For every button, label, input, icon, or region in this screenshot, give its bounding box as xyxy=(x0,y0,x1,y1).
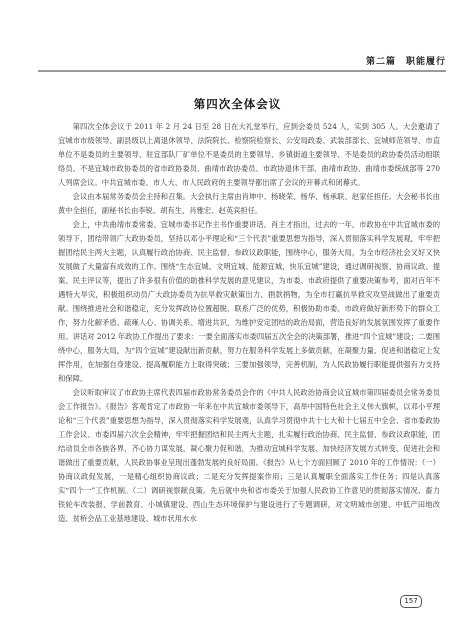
header-rule xyxy=(38,70,446,72)
paragraph: 会议听取审议了市政协主席代表四届市政协常务委员会作的《中共人民政治协商会议宜城市第四届委员会常务委员会工作报告》。《报告》客观肯定了市政协一年来在中共宜城市委领导下，高举中国特色社会主义伟大旗帜，以邓小平理论和“三个代表”重要思想为指导，深入贯彻落实科学发展观，认真学习贯彻中共十七大和十七届五中全会、省市委政协工作会议、市委四届六次全会精神，牢牢把握团结和民主两大主题，扎实履行政治协商、民主监督、参政议政职能，团结动员全市各族各界，齐心协力谋发展，凝心聚力促和谐，为推动宜城科学发展、加快经济发展方式转变、促进社会和谐做出了重要贡献，人民政协事业呈现出蓬勃发展的良好局面。《报告》从七个方面回顾了 2010 年的工作情况：（一）协商议政促发展，一是精心组织协商议政；二是充分发挥提案作用；三是认真履职全面落实工作任务；四是认真落实“四个一”工作机制。（二）调研视察献良策。先后就中央和省市委关于加强人民政协工作意见的贯彻落实情况、畜力铁轮车改装报、学前教育、小城镇建设、西山生态环境保护与建设进行了专题调研，对文明城市创建、中低产田地改造、贫桥会品工业基地建设、城市状用水水 xyxy=(58,388,440,523)
page-title: 第四次全体会议 xyxy=(193,97,282,111)
section-title: 第二篇 职能履行 xyxy=(365,57,446,67)
paragraph: 会上，中共曲靖市委常委、宜城市委书记作主书作重要讲话。肖主才指出，过去的一年，市政协在中共宜城市委的领导下，团结带领广大政协委员，坚持以邓小平理论和“三个代表”重要思想为指导，深入贯彻落实科学发展观，牢牢把握团结民主两大主题，认真履行政治协商、民主监督、参政议政职能，围绕中心，服务大局，为全市经济社会又好又快发展做了大量富有成效的工作。围绕“生态宜城、文明宜城、能源宜城、快乐宜城”建设，通过调研视察、协商议政、提案、民主评议等，提出了许多很有价值的助推科学发展的意见建议，为市委、市政府提供了重要决策参考，面对百年不遇特大旱灾，积极组织动员广大政协委员为抗旱救灾献策出力、捐款捐物，为全市打赢抗旱救灾攻坚战做出了重要贡献。围绕推进社会和谐稳定，充分发挥政协位置超脱、联系广泛的优势，积极协助市委、市政府做好新形势下的群众工作，努力化解矛盾、疏雍人心、协调关系、增进共识，为维护安定团结的政治局面，营造良好的发展氛围发挥了重要作用。讲话对 2012 年政协工作提出了要求：一要全面落实市委四届五次全会的决策部署，推进“四个宜城”建设；二要围绕中心，服务大局，为“四个宜城”建设献出新贡献，努力在服务科学发展上多做贡献，在凝聚力量、促进和谐稳定上发挥作用，在加强自身建设、提高履职能力上取得突破；三要加强领导，完善机制，为人民政协履行职能提供强有力支持和保障。 xyxy=(58,220,440,383)
paragraph: 会议由本届常务委员会主持和召集。大会执行主席由肖坤中、杨晓荣、杨华、杨承联、赵家任担任。大会秘书长由黄中全担任，副秘书长由李锐、胡有生、肖雅宏、赵英宾担任。 xyxy=(58,192,440,215)
running-header xyxy=(38,52,446,71)
body-text xyxy=(58,120,440,526)
paragraph: 第四次全体会议于 2011 年 2 月 24 日至 28 日在大礼堂举行，应到会委员 524 人，实到 305 人。大会邀请了宜城市市级领导、副县级以上离退休领导、法院院长、检察院检察长、公安局政委、武装部部长、宜城师范领导、市直单位不是委员的主要领导、驻宜部队厂矿单位不是委员的主要领导、乡镇街道主要领导、不是委员的政协委员活动组联络员、不是宜城市政协委员的省市政协委员、曲靖市政协委员、市政协退休干部、曲靖市政协、曲靖市委统战部等 270 人列席会议。中共宜城市委、市人大、市人民政府的主要领导都出席了会议的开幕式和闭幕式。 xyxy=(58,122,440,187)
page-number: 157 xyxy=(400,595,422,608)
